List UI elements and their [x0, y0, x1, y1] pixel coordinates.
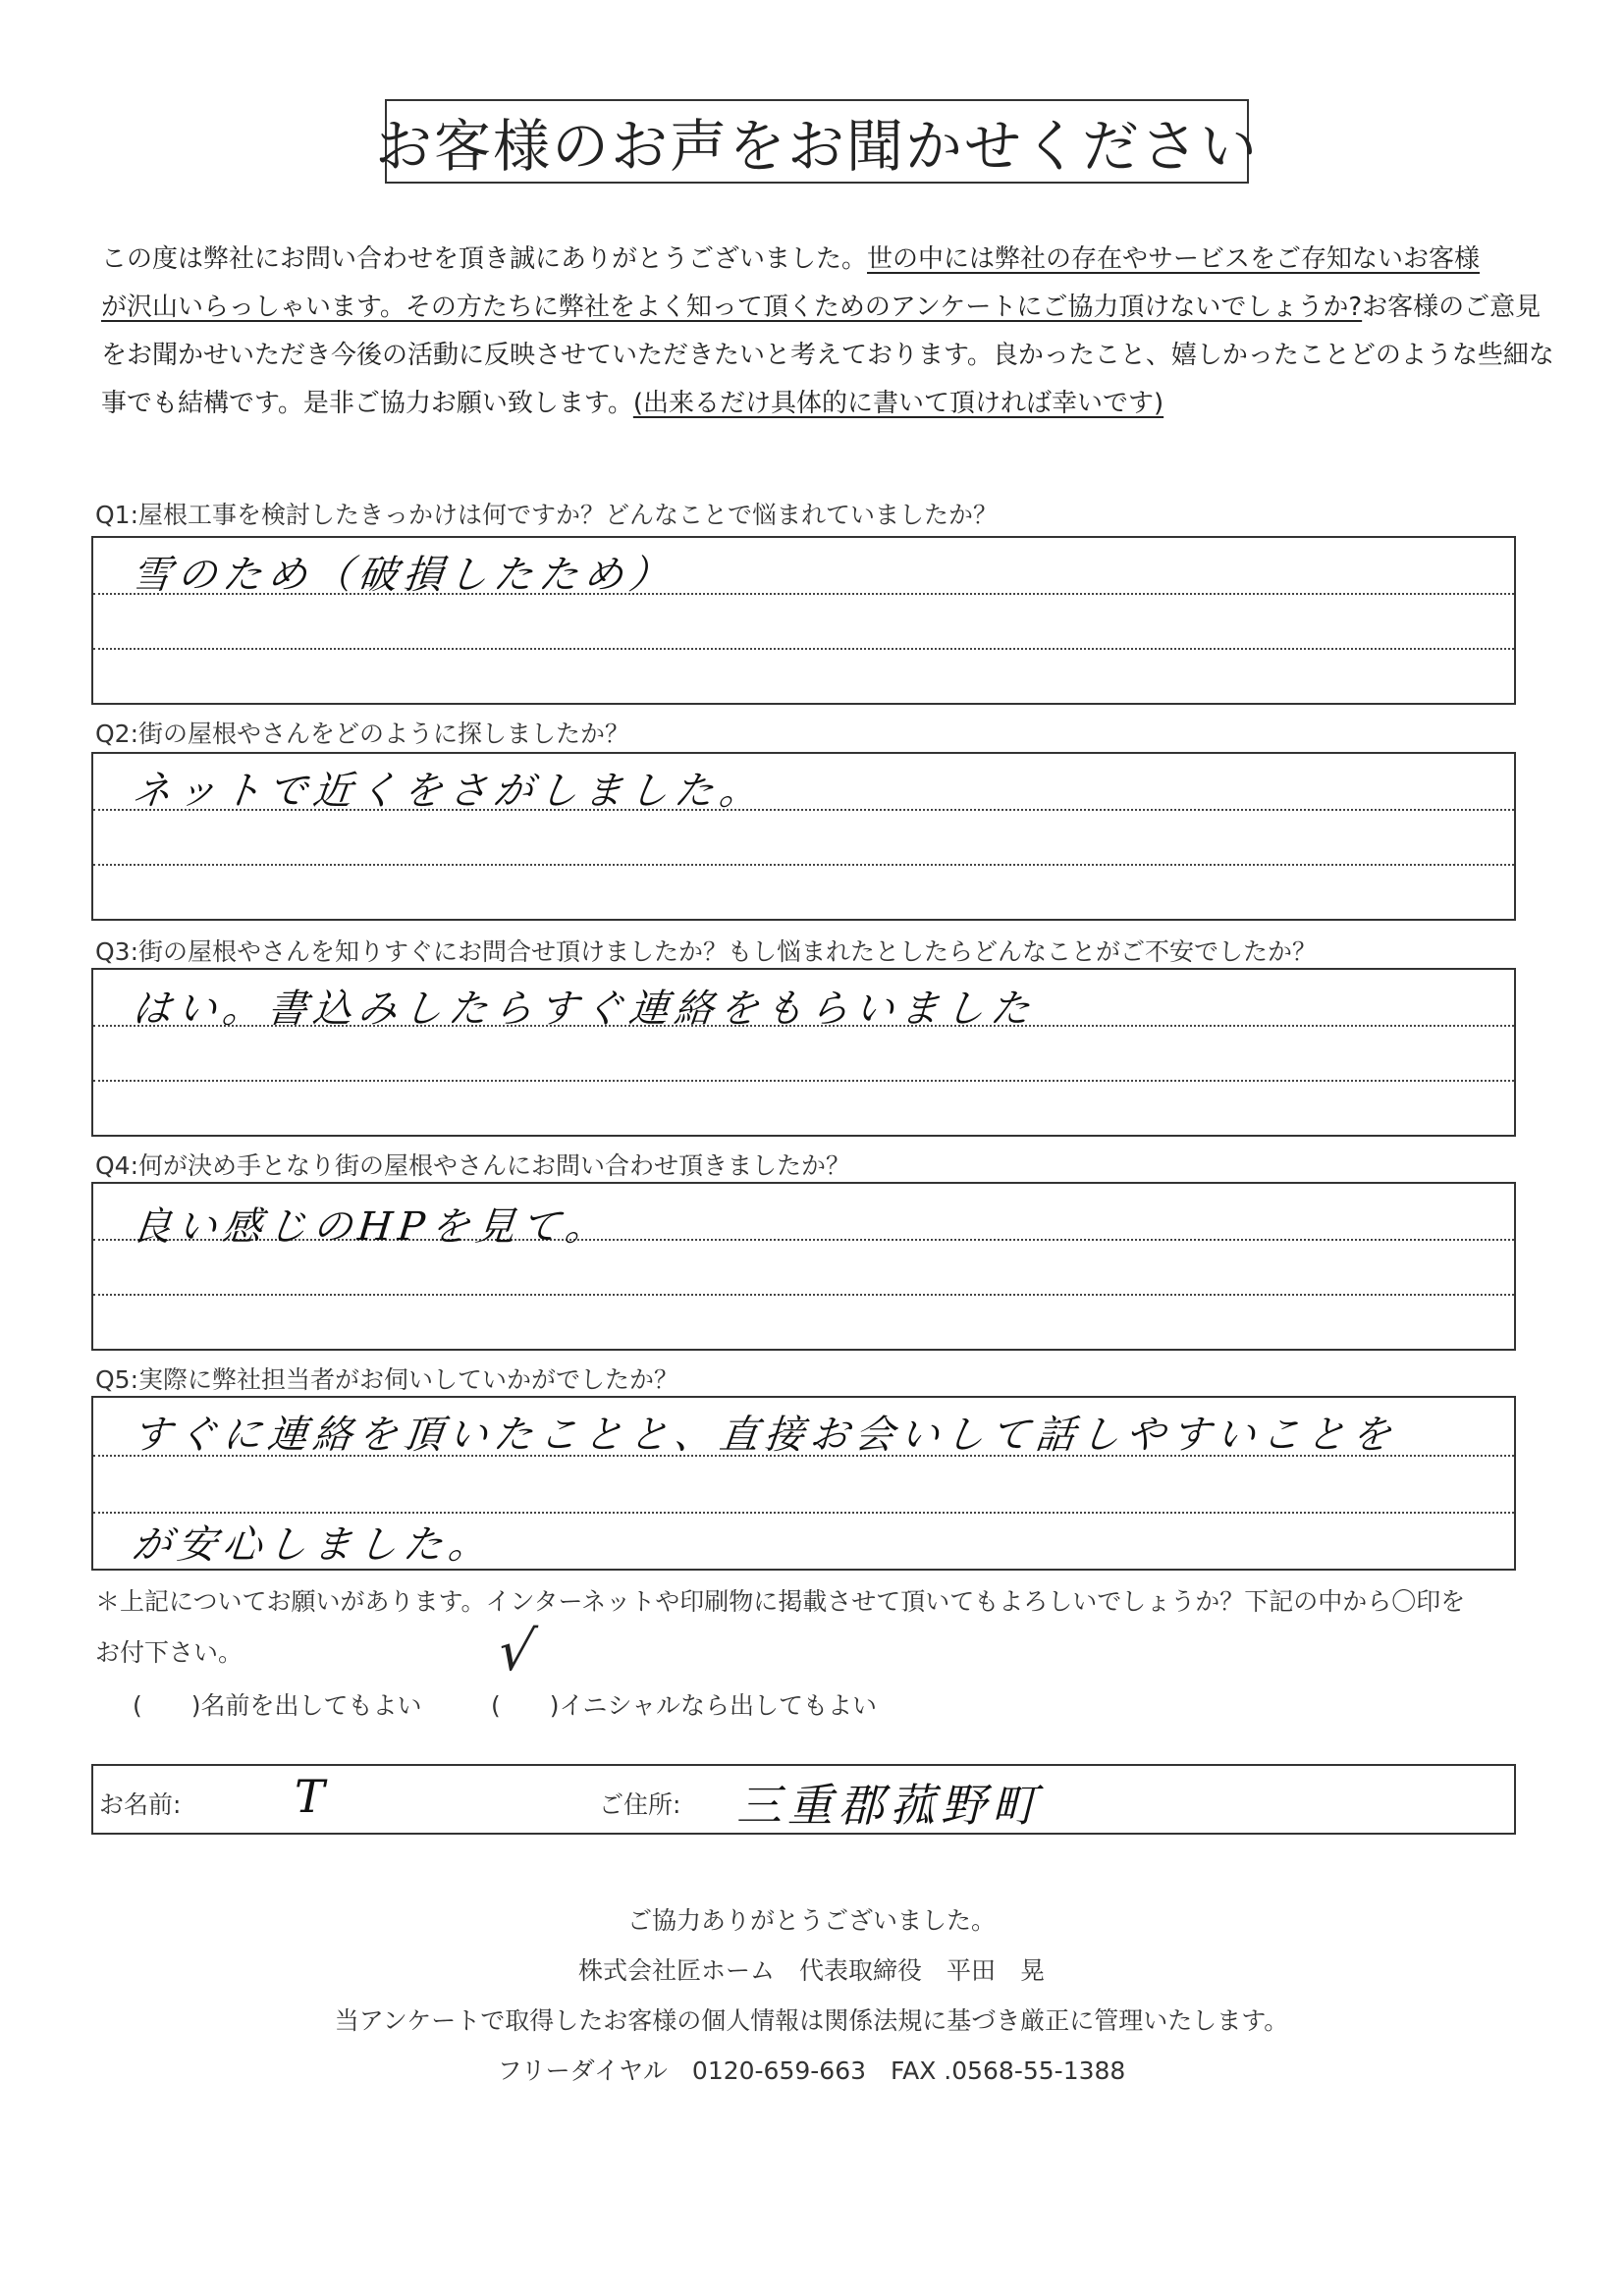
answer-1-text: 雪のため（破損したため） — [130, 553, 677, 598]
question-3-label: Q3:街の屋根やさんを知りすぐにお問合せ頂けましたか？もし悩まれたとしたらどんなことがご不安でしたか？ — [95, 937, 1318, 966]
footer-thanks: ご協力ありがとうございました。 — [626, 1906, 996, 1935]
answer-5-text-line-1: すぐに連絡を頂いたことと、直接お会いして話しやすいことを — [130, 1413, 1400, 1458]
option-checkbox[interactable]: ( ) — [491, 1691, 560, 1720]
question-4-label: Q4:何が決め手となり街の屋根やさんにお問い合わせ頂きましたか？ — [95, 1151, 851, 1180]
survey-title: お客様のお声をお聞かせください — [375, 113, 1260, 180]
customer-info-box — [91, 1764, 1516, 1835]
intro-line-1 — [101, 236, 1544, 284]
answer-box-5[interactable] — [91, 1396, 1516, 1571]
address-label: ご住所: — [599, 1790, 681, 1819]
footer-company: 株式会社匠ホーム 代表取締役 平田 晃 — [577, 1956, 1045, 1985]
answer-2-text: ネットで近くをさがしました。 — [130, 769, 768, 814]
option-label: イニシャルなら出してもよい — [559, 1691, 878, 1720]
intro-text: この度は弊社にお問い合わせを頂き誠にありがとうございました。 — [101, 244, 868, 274]
question-1-label: Q1:屋根工事を検討したきっかけは何ですか？どんなことで悩まれていましたか？ — [95, 501, 999, 529]
intro-text: お客様のご意見 — [1362, 293, 1542, 322]
footer-contact: フリーダイヤル 0120-659-663 FAX .0568-55-1388 — [497, 2056, 1126, 2085]
ruled-line — [93, 1080, 1514, 1082]
ruled-line — [93, 1294, 1514, 1296]
ruled-line — [93, 864, 1514, 866]
ruled-line — [93, 648, 1514, 650]
footer-privacy: 当アンケートで取得したお客様の個人情報は関係法規に基づき厳正に管理いたします。 — [334, 2006, 1289, 2035]
answer-box-4[interactable] — [91, 1182, 1516, 1351]
intro-line-4 — [101, 380, 1544, 428]
name-label: お名前: — [99, 1790, 182, 1819]
survey-title-box — [375, 99, 1260, 184]
intro-text-underlined: が沢山いらっしゃいます。その方たちに弊社をよく知って頂くためのアンケートにご協力頂けないでしょうか? — [101, 293, 1363, 322]
consent-note-line-2: お付下さい。 — [95, 1638, 243, 1667]
intro-paragraph — [101, 236, 1554, 428]
answer-box-3[interactable] — [91, 968, 1516, 1137]
answer-3-text: はい。書込みしたらすぐ連絡をもらいました — [130, 987, 1039, 1032]
intro-text: 事でも結構です。是非ご協力お願い致します。 — [101, 389, 633, 418]
intro-text: をお聞かせいただき今後の活動に反映させていただきたいと考えております。良かったこと、嬉しかったことどのような些細な — [101, 341, 1554, 370]
answer-5-text-line-2: が安心しました。 — [130, 1522, 497, 1568]
check-mark-icon: √ — [493, 1620, 540, 1683]
option-checkbox[interactable]: ( ) — [133, 1691, 201, 1720]
answer-box-1[interactable] — [91, 536, 1516, 705]
consent-note-line-1: ＊上記についてお願いがあります。インターネットや印刷物に掲載させて頂いてもよろしいでしょうか？下記の中から〇印を — [95, 1587, 1466, 1616]
intro-text-underlined: 世の中には弊社の存在やサービスをご存知ないお客様 — [867, 244, 1481, 274]
answer-box-2[interactable] — [91, 752, 1516, 921]
intro-line-2 — [101, 284, 1544, 332]
option-full-name[interactable] — [133, 1686, 422, 1722]
name-field[interactable]: T — [295, 1770, 331, 1823]
answer-4-text: 良い感じのHPを見て。 — [130, 1204, 614, 1250]
question-5-label: Q5:実際に弊社担当者がお伺いしていかがでしたか？ — [95, 1365, 679, 1394]
intro-text-underlined: (出来るだけ具体的に書いて頂ければ幸いです) — [632, 389, 1164, 418]
option-initials[interactable] — [491, 1686, 877, 1722]
intro-line-3 — [101, 332, 1554, 380]
option-label: 名前を出してもよい — [200, 1691, 422, 1720]
question-2-label: Q2:街の屋根やさんをどのように探しましたか？ — [95, 720, 630, 748]
address-field[interactable]: 三重郡菰野町 — [736, 1779, 1043, 1832]
